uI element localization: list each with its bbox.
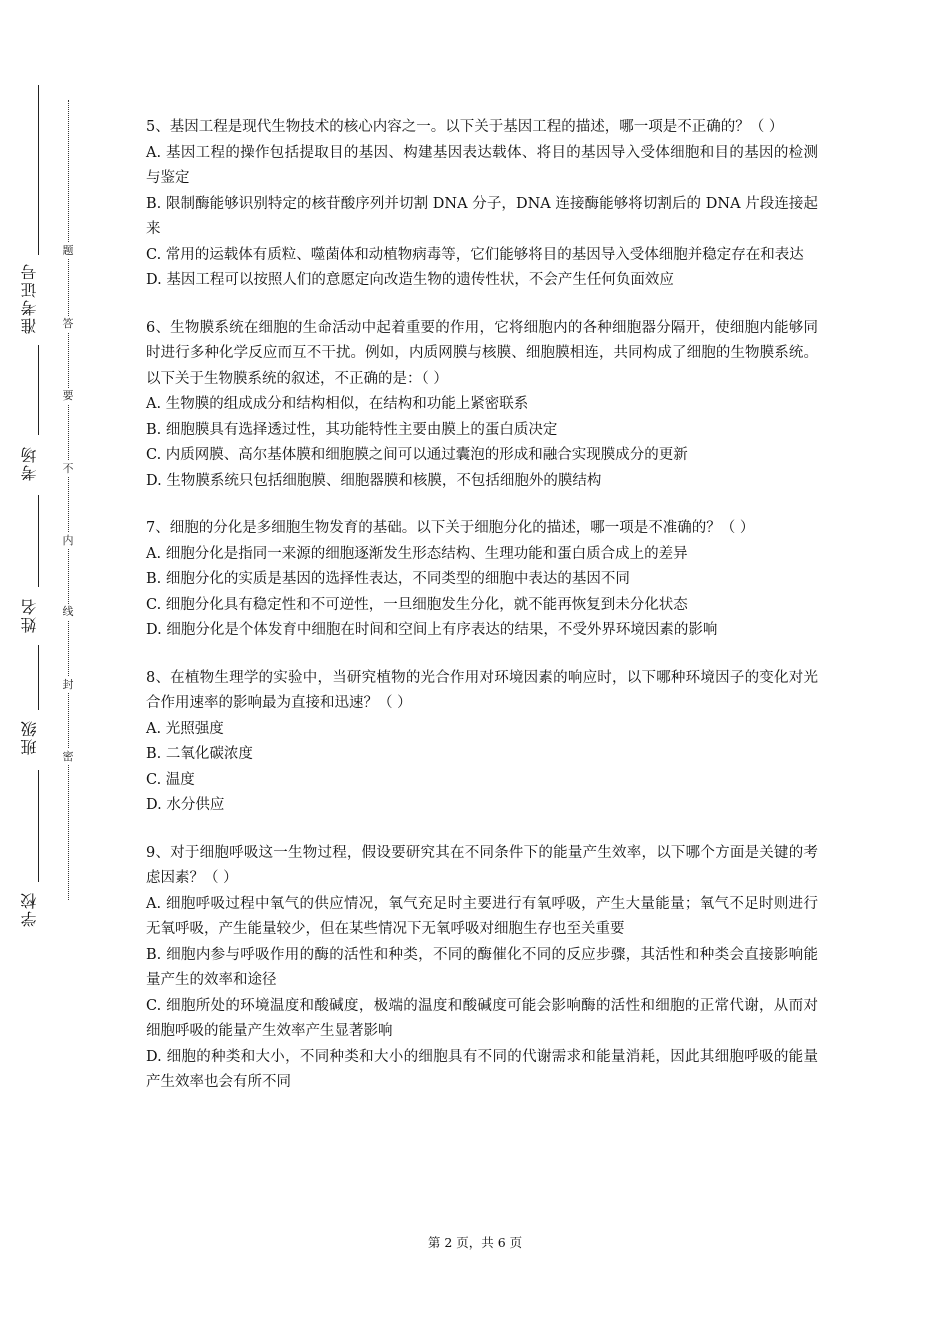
option-d: D. 生物膜系统只包括细胞膜、细胞器膜和核膜，不包括细胞外的膜结构 (146, 472, 602, 489)
question-list (146, 115, 818, 1118)
seal-dotted-line (68, 100, 69, 900)
question-8 (146, 666, 818, 819)
page-footer: 第 2 页，共 6 页 (427, 1235, 523, 1250)
exam-number-line (38, 85, 39, 255)
option-c: C. 细胞分化具有稳定性和不可逆性，一旦细胞发生分化，就不能再恢复到未分化状态 (146, 596, 688, 613)
option-c: C. 内质网膜、高尔基体膜和细胞膜之间可以通过囊泡的形成和融合实现膜成分的更新 (146, 447, 688, 463)
option-c: C. 常用的运载体有质粒、噬菌体和动植物病毒等，它们能够将目的基因导入受体细胞并稳定存在和表达 (146, 246, 804, 263)
option-b: B. 细胞膜具有选择透过性，其功能特性主要由膜上的蛋白质决定 (146, 421, 558, 438)
exam-room-line (38, 345, 39, 435)
name-line (38, 495, 39, 587)
option-a: A. 细胞呼吸过程中氧气的供应情况，氧气充足时主要进行有氧呼吸，产生大量能量；氧气不足时则进行无氧呼吸，产生能量较少，但在某些情况下无氧呼吸对细胞生存也至关重要 (146, 895, 818, 937)
seal-char-mi: 密 (60, 749, 76, 765)
option-d: D. 水分供应 (146, 797, 225, 813)
exam-room-label: 考场 (20, 445, 39, 481)
option-d: D. 基因工程可以按照人们的意愿定向改造生物的遗传性状，不会产生任何负面效应 (146, 272, 674, 288)
option-a: A. 细胞分化是指同一来源的细胞逐渐发生形态结构、生理功能和蛋白质合成上的差异 (146, 545, 688, 562)
seal-char-yao: 要 (60, 388, 76, 404)
option-b: B. 细胞分化的实质是基因的选择性表达，不同类型的细胞中表达的基因不同 (146, 571, 630, 587)
name-label: 姓名 (20, 597, 39, 633)
class-label: 班级 (20, 719, 39, 755)
seal-char-nei: 内 (60, 533, 76, 549)
question-6 (146, 316, 818, 495)
option-a: A. 基因工程的操作包括提取目的基因、构建基因表达载体、将目的基因导入受体细胞和目的基因的检测与鉴定 (146, 144, 818, 186)
option-d: D. 细胞分化是个体发育中细胞在时间和空间上有序表达的结果，不受外界环境因素的影响 (146, 622, 718, 638)
seal-char-xian: 线 (60, 604, 76, 620)
school-line (38, 770, 39, 882)
seal-char-da: 答 (60, 316, 76, 332)
option-a: A. 光照强度 (146, 720, 224, 737)
seal-char-bu: 不 (60, 461, 76, 477)
question-5 (146, 115, 818, 294)
question-stem: 5、基因工程是现代生物技术的核心内容之一。以下关于基因工程的描述，哪一项是不正确的？（ ） (146, 119, 784, 135)
seal-char-ti: 题 (60, 243, 76, 259)
option-c: C. 细胞所处的环境温度和酸碱度，极端的温度和酸碱度可能会影响酶的活性和细胞的正常代谢，从而对细胞呼吸的能量产生效率产生显著影响 (146, 997, 818, 1039)
option-b: B. 二氧化碳浓度 (146, 746, 253, 762)
option-b: B. 限制酶能够识别特定的核苷酸序列并切割 DNA 分子，DNA 连接酶能够将切割后的 DNA 片段连接起来 (146, 195, 818, 237)
option-c: C. 温度 (146, 771, 195, 788)
class-line (38, 645, 39, 710)
question-stem: 9、对于细胞呼吸这一生物过程，假设要研究其在不同条件下的能量产生效率，以下哪个方面是关键的考虑因素？（ ） (146, 844, 818, 886)
question-7 (146, 516, 818, 644)
question-9 (146, 841, 818, 1096)
binding-margin (0, 0, 120, 1344)
question-stem: 7、细胞的分化是多细胞生物发育的基础。以下关于细胞分化的描述，哪一项是不准确的？（ ） (146, 520, 755, 536)
question-stem: 8、在植物生理学的实验中，当研究植物的光合作用对环境因素的响应时，以下哪种环境因子的变化对光合作用速率的影响最为直接和迅速？（ ） (146, 669, 818, 711)
option-d: D. 细胞的种类和大小，不同种类和大小的细胞具有不同的代谢需求和能量消耗，因此其细胞呼吸的能量产生效率也会有所不同 (146, 1048, 818, 1090)
option-a: A. 生物膜的组成成分和结构相似，在结构和功能上紧密联系 (146, 396, 529, 412)
question-stem: 6、生物膜系统在细胞的生命活动中起着重要的作用，它将细胞内的各种细胞器分隔开，使细胞内能够同时进行多种化学反应而互不干扰。例如，内质网膜与核膜、细胞膜相连，共同构成了细胞的生物膜系统。以下关于生物膜系统的叙述，不正确的是：（ ） (146, 319, 818, 387)
seal-char-feng: 封 (60, 677, 76, 693)
school-label: 学校 (20, 891, 39, 927)
exam-number-label: 准考证号 (20, 262, 39, 334)
option-b: B. 细胞内参与呼吸作用的酶的活性和种类，不同的酶催化不同的反应步骤，其活性和种类会直接影响能量产生的效率和途径 (146, 946, 818, 988)
